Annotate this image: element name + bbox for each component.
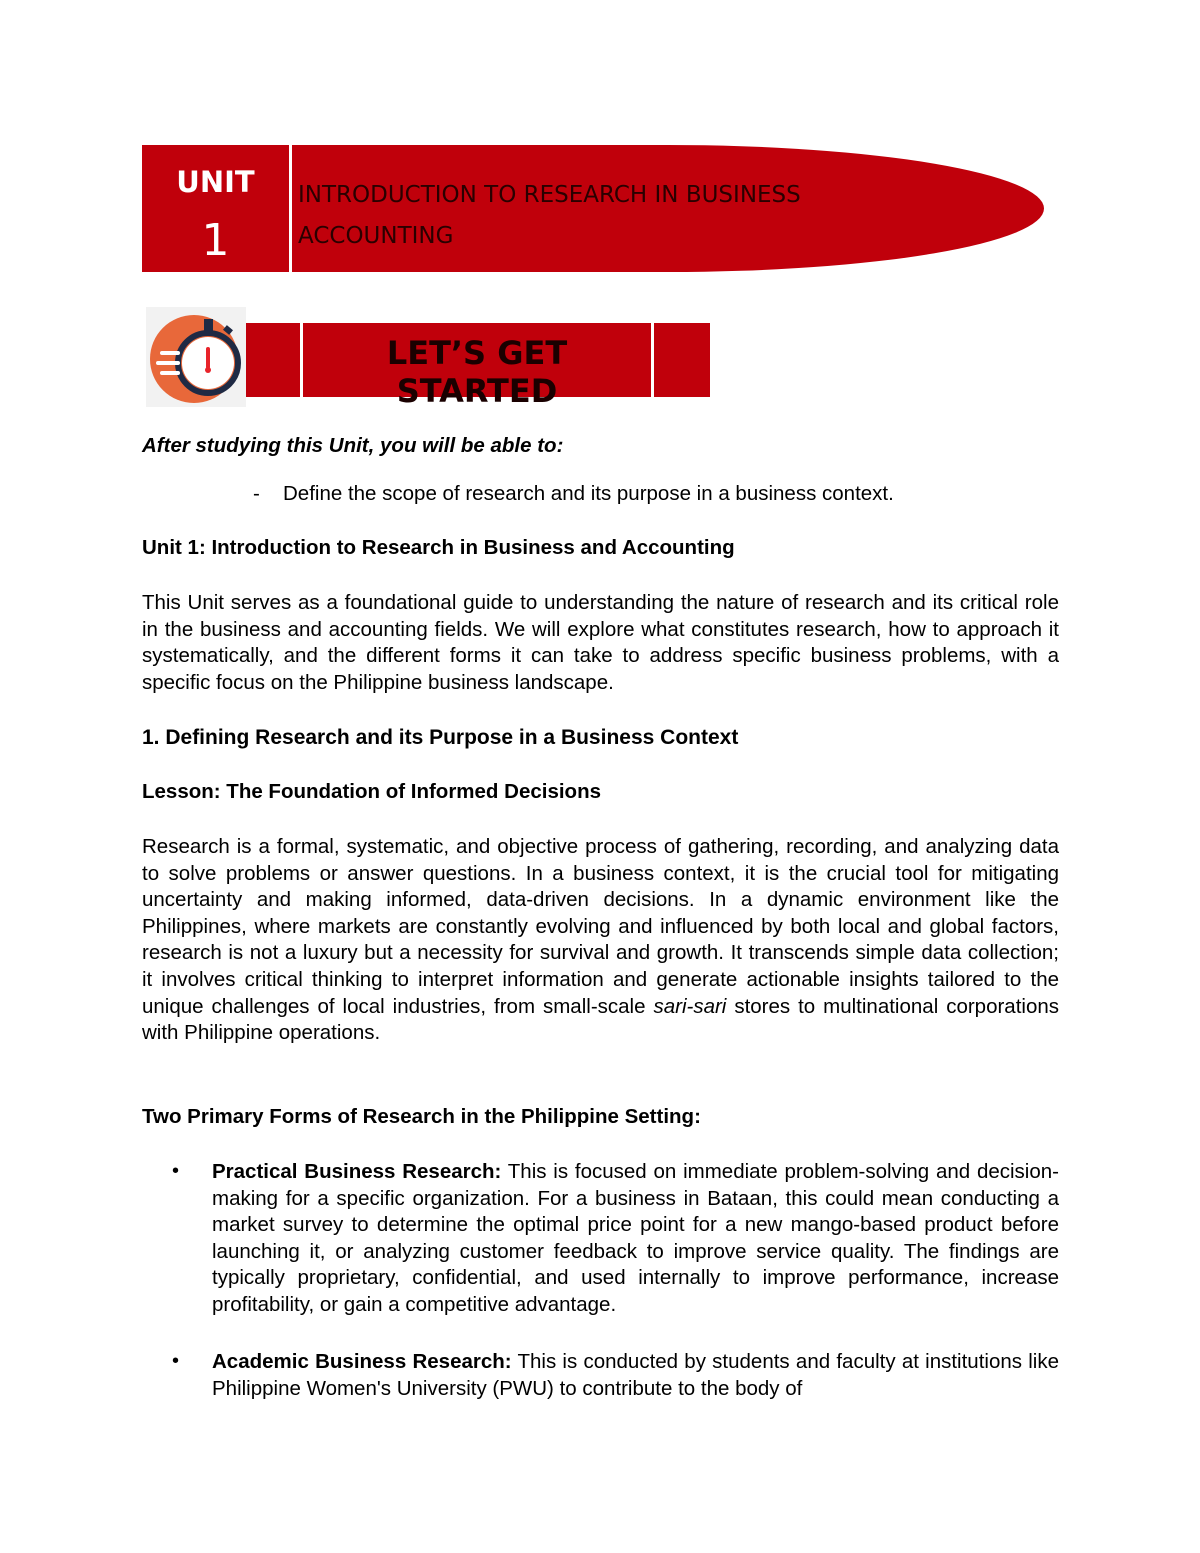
list-item-text: This is conducted by students and faculty at institutions like Philippine Women's University (PWU) to contribute to the body of [212,1350,1060,1400]
objective-item: Define the scope of research and its purpose in a business context. [283,482,894,505]
forms-heading: Two Primary Forms of Research in the Philippine Setting: [142,1105,701,1128]
bullet-icon: • [172,1160,180,1182]
unit-section-paragraph: This Unit serves as a foundational guide to understanding the nature of research and its critical role in the business and accounting fields. We will explore what constitutes research, how to approach it systematically, and the different forms it can take to address specific business problems, with a specific focus on the Philippine business landscape. [142,591,1059,694]
bullet-icon: • [172,1350,180,1372]
list-item-text: This is focused on immediate problem-solving and decision-making for a specific organization. For a business in Bataan, this could mean conducting a market survey to determine the optimal price point for a new mango-based product before launching it, or analyzing customer feedback to improve service quality. The findings are typically proprietary, confidential, and used internally to improve performance, increase profitability, or gain a competitive advantage. [212,1160,1059,1316]
unit-title-line2: ACCOUNTING [298,223,454,249]
research-text-part2: stores to multinational corporations with Philippine operations. [142,994,1060,1045]
list-item-term: Academic Business Research: [212,1350,512,1373]
stopwatch-icon [146,307,246,407]
unit-number: 1 [201,215,230,266]
research-paragraph [142,834,1059,1047]
lets-get-started-bar-right [654,323,710,397]
unit-title-line1: INTRODUCTION TO RESEARCH IN BUSINESS [298,182,801,208]
research-text-part1: Research is a formal, systematic, and objective process of gathering, recording, and analyzing data to solve problems or answer questions. In a business context, it is the crucial tool for mitigating uncertainty and making informed, data-driven decisions. In a dynamic environment like the Philippines, where markets are constantly evolving and influenced by both local and global factors, research is not a luxury but a necessity for survival and growth. It transcends simple data collection; it involves critical thinking to interpret information and generate actionable insights tailored to the unique challenges of local industries, from small-scale [142,835,1059,1018]
list-item [212,1159,1059,1319]
unit-section-heading: Unit 1: Introduction to Research in Business and Accounting [142,536,735,559]
unit-label: UNIT [176,165,255,199]
lets-get-started-bar-left [246,323,300,397]
sari-sari-term: sari-sari [653,994,727,1018]
section1-heading: 1. Defining Research and its Purpose in a Business Context [142,726,739,749]
unit-title [298,175,918,257]
objectives-heading: After studying this Unit, you will be able to: [142,434,564,457]
lesson-heading: Lesson: The Foundation of Informed Decisions [142,780,601,803]
list-item-term: Practical Business Research: [212,1160,502,1183]
lets-get-started-label: LET’S GET STARTED [386,334,568,410]
unit-badge [142,145,289,272]
list-item [212,1349,1059,1402]
objective-dash: - [253,482,260,505]
